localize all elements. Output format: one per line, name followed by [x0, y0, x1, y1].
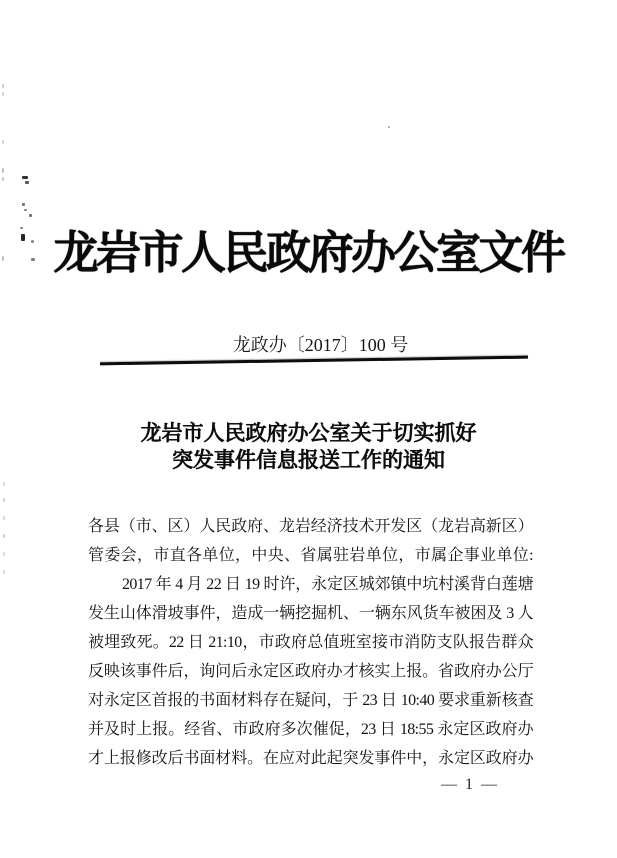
letterhead-title: 龙岩市人民政府办公室文件 — [53, 228, 564, 278]
notice-title — [0, 420, 617, 474]
body-line: 各县（市、区）人民政府、龙岩经济技术开发区（龙岩高新区） — [88, 518, 533, 535]
scan-speck — [388, 126, 390, 128]
scan-speck — [2, 177, 4, 181]
scan-speck — [25, 181, 29, 184]
body-line: 发生山体滑坡事件，造成一辆挖掘机、一辆东风货车被困及 3 人 — [88, 605, 533, 622]
scan-speck — [2, 92, 4, 96]
scan-speck — [3, 570, 5, 574]
scan-speck — [2, 84, 4, 88]
scan-speck — [24, 209, 27, 211]
notice-title-line-1: 龙岩市人民政府办公室关于切实抓好 — [140, 421, 477, 445]
body-line: 管委会，市直各单位，中央、省属驻岩单位，市属企事业单位: — [88, 547, 533, 564]
scan-speck — [3, 498, 5, 502]
body-line: 对永定区首报的书面材料存在疑问，于 23 日 10:40 要求重新核查 — [88, 692, 533, 709]
document-body — [88, 512, 533, 773]
scan-speck — [22, 203, 25, 206]
body-line: 才上报修改后书面材料。在应对此起突发事件中，永定区政府办 — [88, 750, 533, 767]
document-number: 龙政办〔2017〕100 号 — [232, 335, 409, 355]
page-number: — 1 — — [441, 776, 499, 793]
scan-speck — [2, 168, 4, 173]
scan-speck — [2, 140, 4, 144]
body-line: 被埋致死。22 日 21:10，市政府总值班室接市消防支队报告群众 — [88, 634, 533, 651]
scan-speck — [3, 552, 5, 556]
header-separator-line — [100, 356, 528, 366]
notice-title-line-2: 突发事件信息报送工作的通知 — [172, 448, 445, 472]
scan-speck — [3, 516, 5, 520]
scan-speck — [3, 482, 5, 486]
body-line: 反映该事件后，询问后永定区政府办才核实上报。省政府办公厅 — [88, 663, 533, 680]
body-line: 并及时上报。经省、市政府多次催促，23 日 18:55 永定区政府办 — [88, 721, 533, 738]
scan-speck — [3, 534, 5, 538]
scan-speck — [22, 176, 28, 179]
body-line: 2017 年 4 月 22 日 19 时许，永定区城郊镇中坑村溪背白莲塘 — [122, 576, 533, 593]
